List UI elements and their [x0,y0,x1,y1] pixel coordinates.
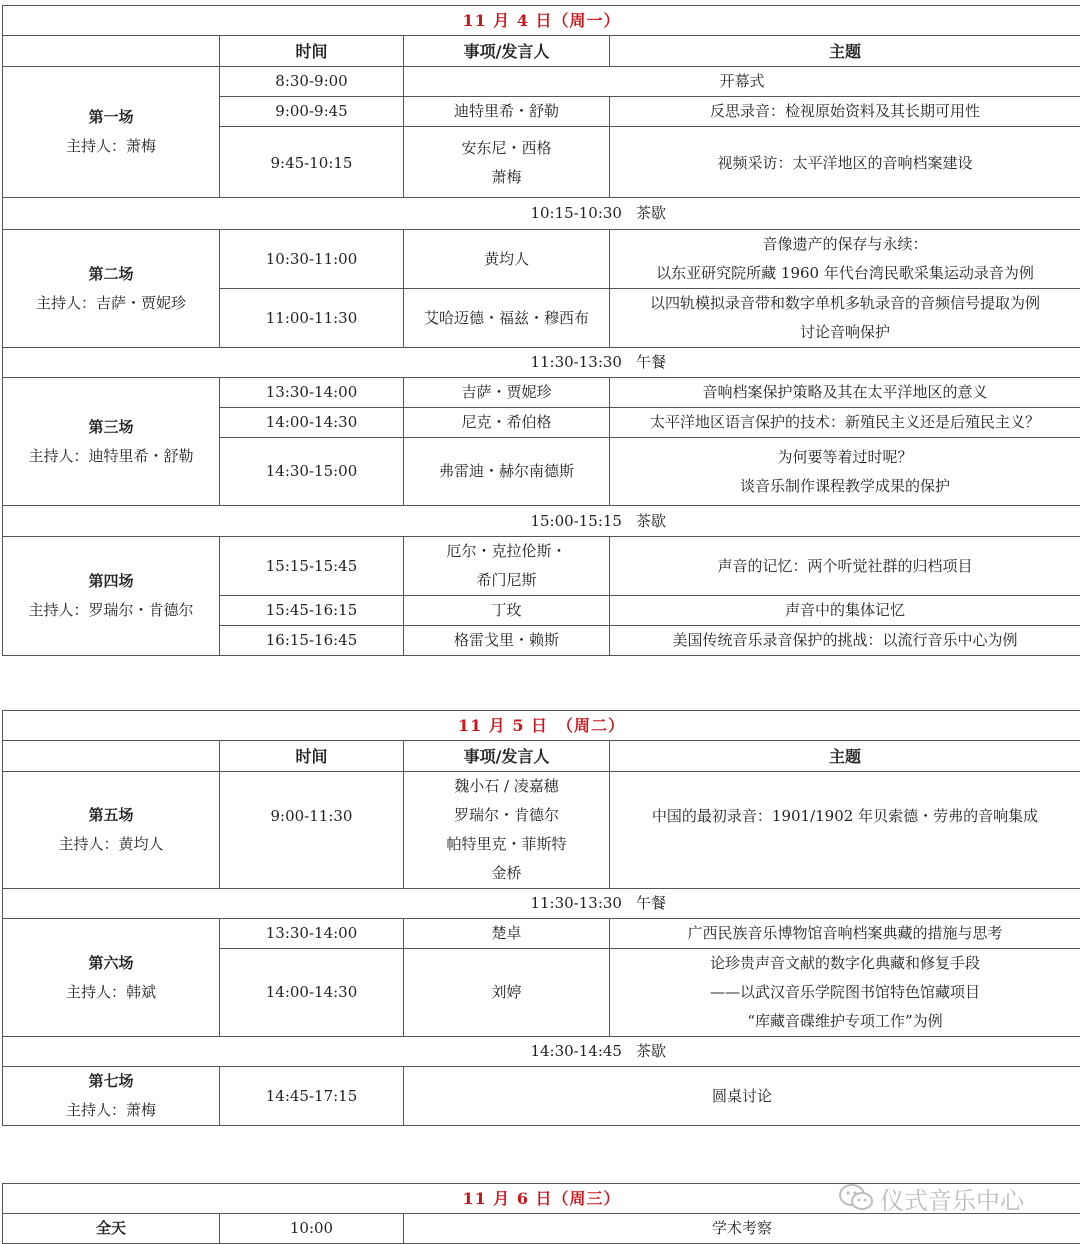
time-cell: 8:30-9:00 [220,67,404,97]
time-cell: 14:00-14:30 [220,408,404,438]
speaker-cell [404,537,610,596]
session-2 [3,230,220,348]
session-6 [3,919,220,1037]
topic-line: “库藏音碟维护专项工作”为例 [610,1007,1080,1036]
speaker-cell: 吉萨・贾妮珍 [404,378,610,408]
topic-line: 谈音乐制作课程教学成果的保护 [610,472,1080,501]
topic-cell: 视频采访：太平洋地区的音响档案建设 [610,127,1080,198]
session-title: 第一场 [3,103,219,132]
time-cell [220,772,404,889]
topic-cell: 广西民族音乐博物馆音响档案典藏的措施与思考 [610,919,1080,949]
speaker-cell: 黄均人 [404,230,610,289]
break-row [3,198,1080,230]
time-cell: 10:30-11:00 [220,230,404,289]
time-cell: 15:15-15:45 [220,537,404,596]
break-row [3,889,1080,919]
topic-cell [610,230,1080,289]
time-cell: 14:45-17:15 [220,1067,404,1126]
speaker-name: 厄尔・克拉伦斯・ [404,537,609,566]
topic-cell: 美国传统音乐录音保护的挑战：以流行音乐中心为例 [610,626,1080,656]
speaker-cell: 尼克・希伯格 [404,408,610,438]
topic-line: 为何要等着过时呢？ [610,443,1080,472]
speaker-cell: 迪特里希・舒勒 [404,97,610,127]
session-host: 主持人：黄均人 [3,830,219,859]
break-time: 11:30-13:30 [417,348,622,377]
topic-cell: 声音的记忆：两个听觉社群的归档项目 [610,537,1080,596]
time-cell: 14:30-15:00 [220,438,404,506]
time-value: 9:00-11:30 [271,807,353,825]
session-host: 主持人：萧梅 [3,1096,219,1125]
session-title: 第七场 [3,1067,219,1096]
topic-line: ——以武汉音乐学院图书馆特色馆藏项目 [610,978,1080,1007]
session-title: 第五场 [3,801,219,830]
time-cell: 16:15-16:45 [220,626,404,656]
break-label: 茶歇 [636,1037,666,1066]
time-cell: 10:00 [220,1214,404,1244]
break-label: 茶歇 [636,507,666,536]
speaker-cell [404,127,610,198]
day3-date: 11 月 6 日（周三） [3,1184,1080,1214]
break-row [3,506,1080,537]
speaker-cell: 弗雷迪・赫尔南德斯 [404,438,610,506]
watermark [838,1180,1068,1216]
session-title: 第六场 [3,949,219,978]
header-topic: 主题 [610,741,1080,772]
topic-value: 中国的最初录音：1901/1902 年贝索德・劳弗的音响集成 [652,807,1038,825]
header-speaker: 事项/发言人 [404,741,610,772]
break-label: 茶歇 [636,199,666,228]
session-1 [3,67,220,198]
day3-label: 全天 [3,1214,220,1244]
session-host: 主持人：韩斌 [3,978,219,1007]
session-5 [3,772,220,889]
topic-cell: 太平洋地区语言保护的技术：新殖民主义还是后殖民主义？ [610,408,1080,438]
topic-cell: 音响档案保护策略及其在太平洋地区的意义 [610,378,1080,408]
speaker-name: 金桥 [404,859,609,888]
session-title: 第三场 [3,413,219,442]
session-title: 第四场 [3,567,219,596]
header-time: 时间 [220,36,404,67]
topic-line: 讨论音响保护 [610,318,1080,347]
break-time: 14:30-14:45 [417,1037,622,1066]
break-label: 午餐 [636,889,666,918]
topic-cell: 反思录音：检视原始资料及其长期可用性 [610,97,1080,127]
topic-line: 以东亚研究院所藏 1960 年代台湾民歌采集运动录音为例 [610,259,1080,288]
speaker-cell: 楚卓 [404,919,610,949]
time-cell: 15:45-16:15 [220,596,404,626]
day2-date: 11 月 5 日 （周二） [3,711,1080,741]
break-time: 10:15-10:30 [417,199,622,228]
speaker-cell: 丁玫 [404,596,610,626]
header-speaker: 事项/发言人 [404,36,610,67]
session-3 [3,378,220,506]
speaker-name: 萧梅 [404,163,609,192]
topic-cell [610,772,1080,889]
day1-date: 11 月 4 日（周一） [3,6,1080,36]
schedule-day2 [2,710,1080,1126]
time-cell: 11:00-11:30 [220,289,404,348]
speaker-cell [404,772,610,889]
session-host: 主持人：罗瑞尔・肯德尔 [3,596,219,625]
topic-cell: 开幕式 [404,67,1080,97]
topic-line: 音像遗产的保存与永续： [610,230,1080,259]
topic-line: 以四轨模拟录音带和数字单机多轨录音的音频信号提取为例 [610,289,1080,318]
session-4 [3,537,220,656]
time-cell: 9:00-9:45 [220,97,404,127]
time-cell: 13:30-14:00 [220,378,404,408]
session-title: 第二场 [3,260,219,289]
topic-cell: 声音中的集体记忆 [610,596,1080,626]
topic-cell [610,289,1080,348]
break-label: 午餐 [636,348,666,377]
watermark-text: 仪式音乐中心 [880,1181,1024,1216]
header-blank [3,36,220,67]
break-time: 15:00-15:15 [417,507,622,536]
break-time: 11:30-13:30 [417,889,622,918]
break-row [3,348,1080,378]
session-host: 主持人：迪特里希・舒勒 [3,442,219,471]
time-cell: 13:30-14:00 [220,919,404,949]
speaker-name: 希门尼斯 [404,566,609,595]
topic-cell [610,438,1080,506]
speaker-cell: 格雷戈里・赖斯 [404,626,610,656]
session-7 [3,1067,220,1126]
speaker-name: 帕特里克・菲斯特 [404,830,609,859]
topic-cell: 圆桌讨论 [404,1067,1080,1126]
speaker-cell: 刘婷 [404,949,610,1037]
wechat-icon [838,1183,874,1213]
session-host: 主持人：吉萨・贾妮珍 [3,289,219,318]
header-topic: 主题 [610,36,1080,67]
speaker-name: 魏小石 / 凌嘉穗 [404,772,609,801]
header-blank [3,741,220,772]
speaker-cell: 艾哈迈德・福兹・穆西布 [404,289,610,348]
session-host: 主持人：萧梅 [3,132,219,161]
break-row [3,1037,1080,1067]
schedule-day1 [2,5,1080,656]
time-cell: 9:45-10:15 [220,127,404,198]
speaker-name: 罗瑞尔・肯德尔 [404,801,609,830]
topic-cell [610,949,1080,1037]
header-time: 时间 [220,741,404,772]
time-cell: 14:00-14:30 [220,949,404,1037]
speaker-name: 安东尼・西格 [404,134,609,163]
topic-line: 论珍贵声音文献的数字化典藏和修复手段 [610,949,1080,978]
topic-cell: 学术考察 [404,1214,1080,1244]
